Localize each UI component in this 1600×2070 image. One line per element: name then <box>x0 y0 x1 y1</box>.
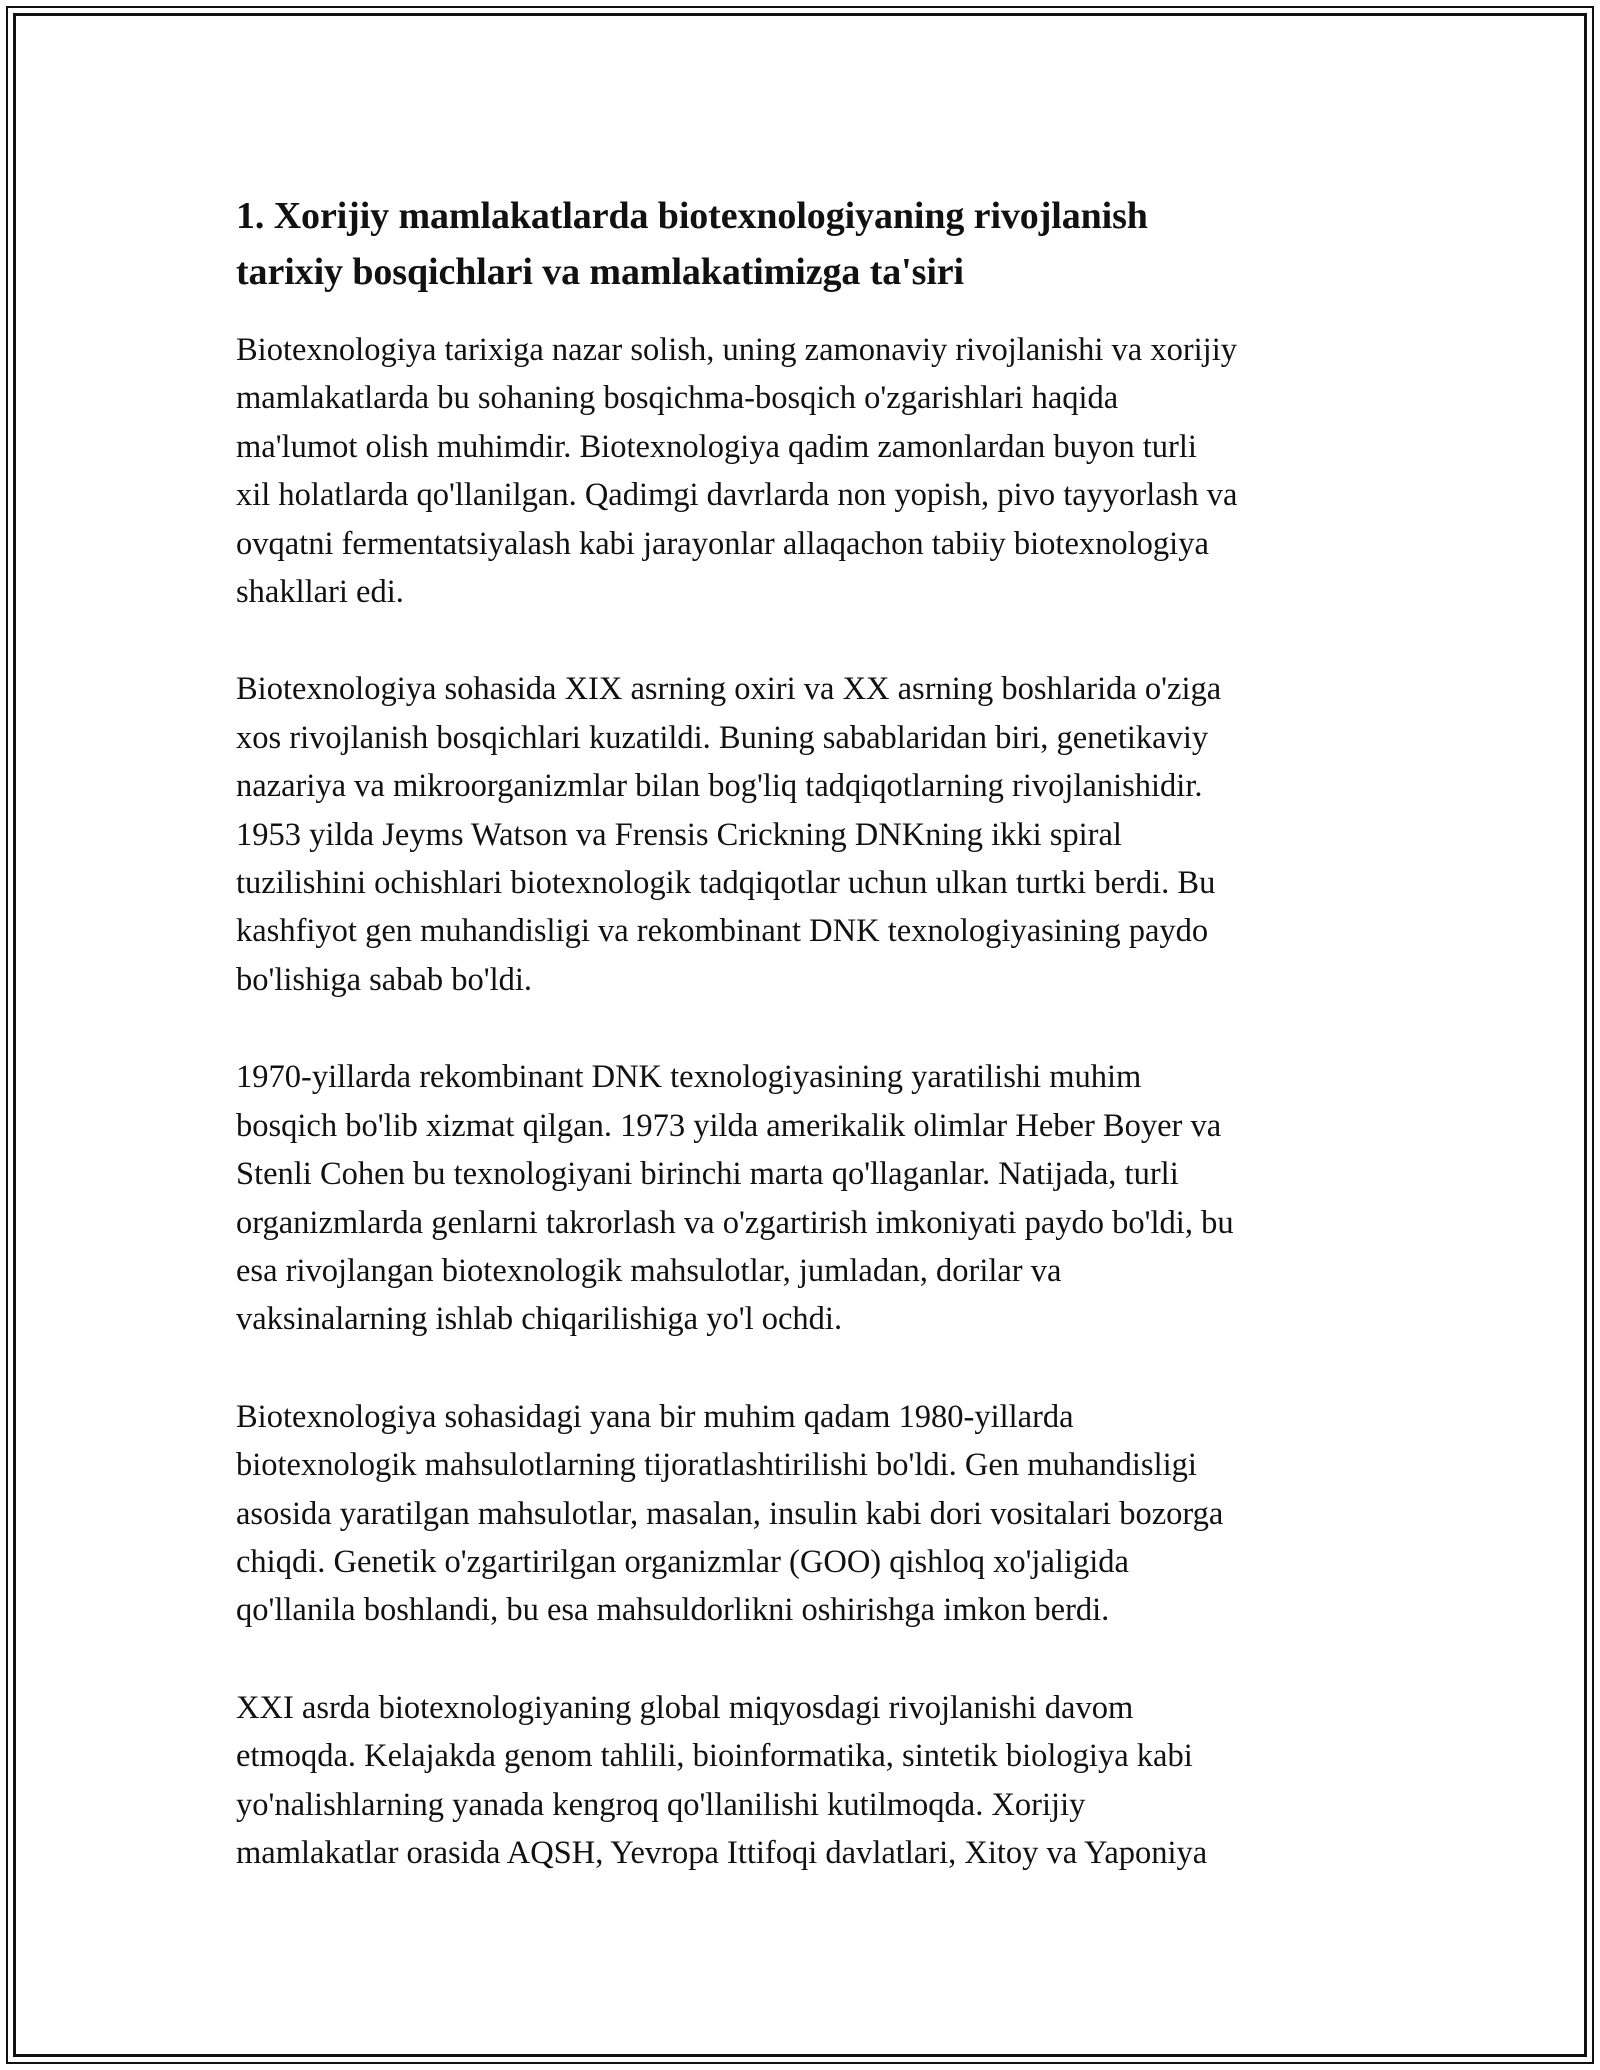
text-line: Biotexnologiya sohasidagi yana bir muhim qadam 1980-yillarda <box>236 1398 1074 1435</box>
text-line: mamlakatlarda bu sohaning bosqichma-bosqich o'zgarishlari haqida <box>236 380 1119 417</box>
text-line: vaksinalarning ishlab chiqarilishiga yo'l ochdi. <box>236 1301 843 1338</box>
paragraph-3 <box>236 1053 1376 1343</box>
text-line: XXI asrda biotexnologiyaning global miqyosdagi rivojlanishi davom <box>236 1689 1134 1726</box>
paragraph-5 <box>236 1684 1376 1878</box>
text-line: xil holatlarda qo'llanilgan. Qadimgi davrlarda non yopish, pivo tayyorlash va <box>236 477 1238 514</box>
section-heading <box>236 188 1376 300</box>
text-line: tuzilishini ochishlari biotexnologik tadqiqotlar uchun ulkan turtki berdi. Bu <box>236 865 1216 902</box>
text-line: mamlakatlar orasida AQSH, Yevropa Ittifoqi davlatlari, Xitoy va Yaponiya <box>236 1834 1208 1871</box>
text-line: nazariya va mikroorganizmlar bilan bog'liq tadqiqotlarning rivojlanishidir. <box>236 768 1203 805</box>
text-line: esa rivojlangan biotexnologik mahsulotlar, jumladan, dorilar va <box>236 1252 1062 1289</box>
text-line: qo'llanila boshlandi, bu esa mahsuldorlikni oshirishga imkon berdi. <box>236 1592 1110 1629</box>
text-line: yo'nalishlarning yanada kengroq qo'llanilishi kutilmoqda. Xorijiy <box>236 1786 1086 1823</box>
text-line: biotexnologik mahsulotlarning tijoratlashtirilishi bo'ldi. Gen muhandisligi <box>236 1447 1197 1484</box>
text-line: asosida yaratilgan mahsulotlar, masalan, insulin kabi dori vositalari bozorga <box>236 1495 1224 1532</box>
text-line: xos rivojlanish bosqichlari kuzatildi. Buning sabablaridan biri, genetikaviy <box>236 719 1209 756</box>
paragraph-2 <box>236 665 1376 1004</box>
paragraph-4 <box>236 1393 1376 1635</box>
text-line: Biotexnologiya sohasida XIX asrning oxiri va XX asrning boshlarida o'ziga <box>236 671 1222 708</box>
paragraph-1 <box>236 326 1376 616</box>
heading-line: tarixiy bosqichlari va mamlakatimizga ta'siri <box>236 251 965 293</box>
text-line: 1953 yilda Jeyms Watson va Frensis Crickning DNKning ikki spiral <box>236 816 1122 853</box>
heading-line: 1. Xorijiy mamlakatlarda biotexnologiyaning rivojlanish <box>236 195 1148 237</box>
text-line: etmoqda. Kelajakda genom tahlili, bioinformatika, sintetik biologiya kabi <box>236 1738 1193 1775</box>
text-line: shakllari edi. <box>236 574 404 611</box>
text-line: bo'lishiga sabab bo'ldi. <box>236 961 533 998</box>
text-line: ovqatni fermentatsiyalash kabi jarayonlar allaqachon tabiiy biotexnologiya <box>236 525 1209 562</box>
text-line: kashfiyot gen muhandisligi va rekombinant DNK texnologiyasining paydo <box>236 913 1209 950</box>
text-line: bosqich bo'lib xizmat qilgan. 1973 yilda amerikalik olimlar Heber Boyer va <box>236 1107 1222 1144</box>
text-line: Stenli Cohen bu texnologiyani birinchi marta qo'llaganlar. Natijada, turli <box>236 1156 1179 1193</box>
text-line: ma'lumot olish muhimdir. Biotexnologiya qadim zamonlardan buyon turli <box>236 428 1197 465</box>
document-body <box>236 188 1376 1926</box>
text-line: Biotexnologiya tarixiga nazar solish, uning zamonaviy rivojlanishi va xorijiy <box>236 332 1237 368</box>
text-line: organizmlarda genlarni takrorlash va o'zgartirish imkoniyati paydo bo'ldi, bu <box>236 1204 1234 1241</box>
text-line: 1970-yillarda rekombinant DNK texnologiyasining yaratilishi muhim <box>236 1059 1142 1096</box>
text-line: chiqdi. Genetik o'zgartirilgan organizmlar (GOO) qishloq xo'jaligida <box>236 1543 1129 1580</box>
